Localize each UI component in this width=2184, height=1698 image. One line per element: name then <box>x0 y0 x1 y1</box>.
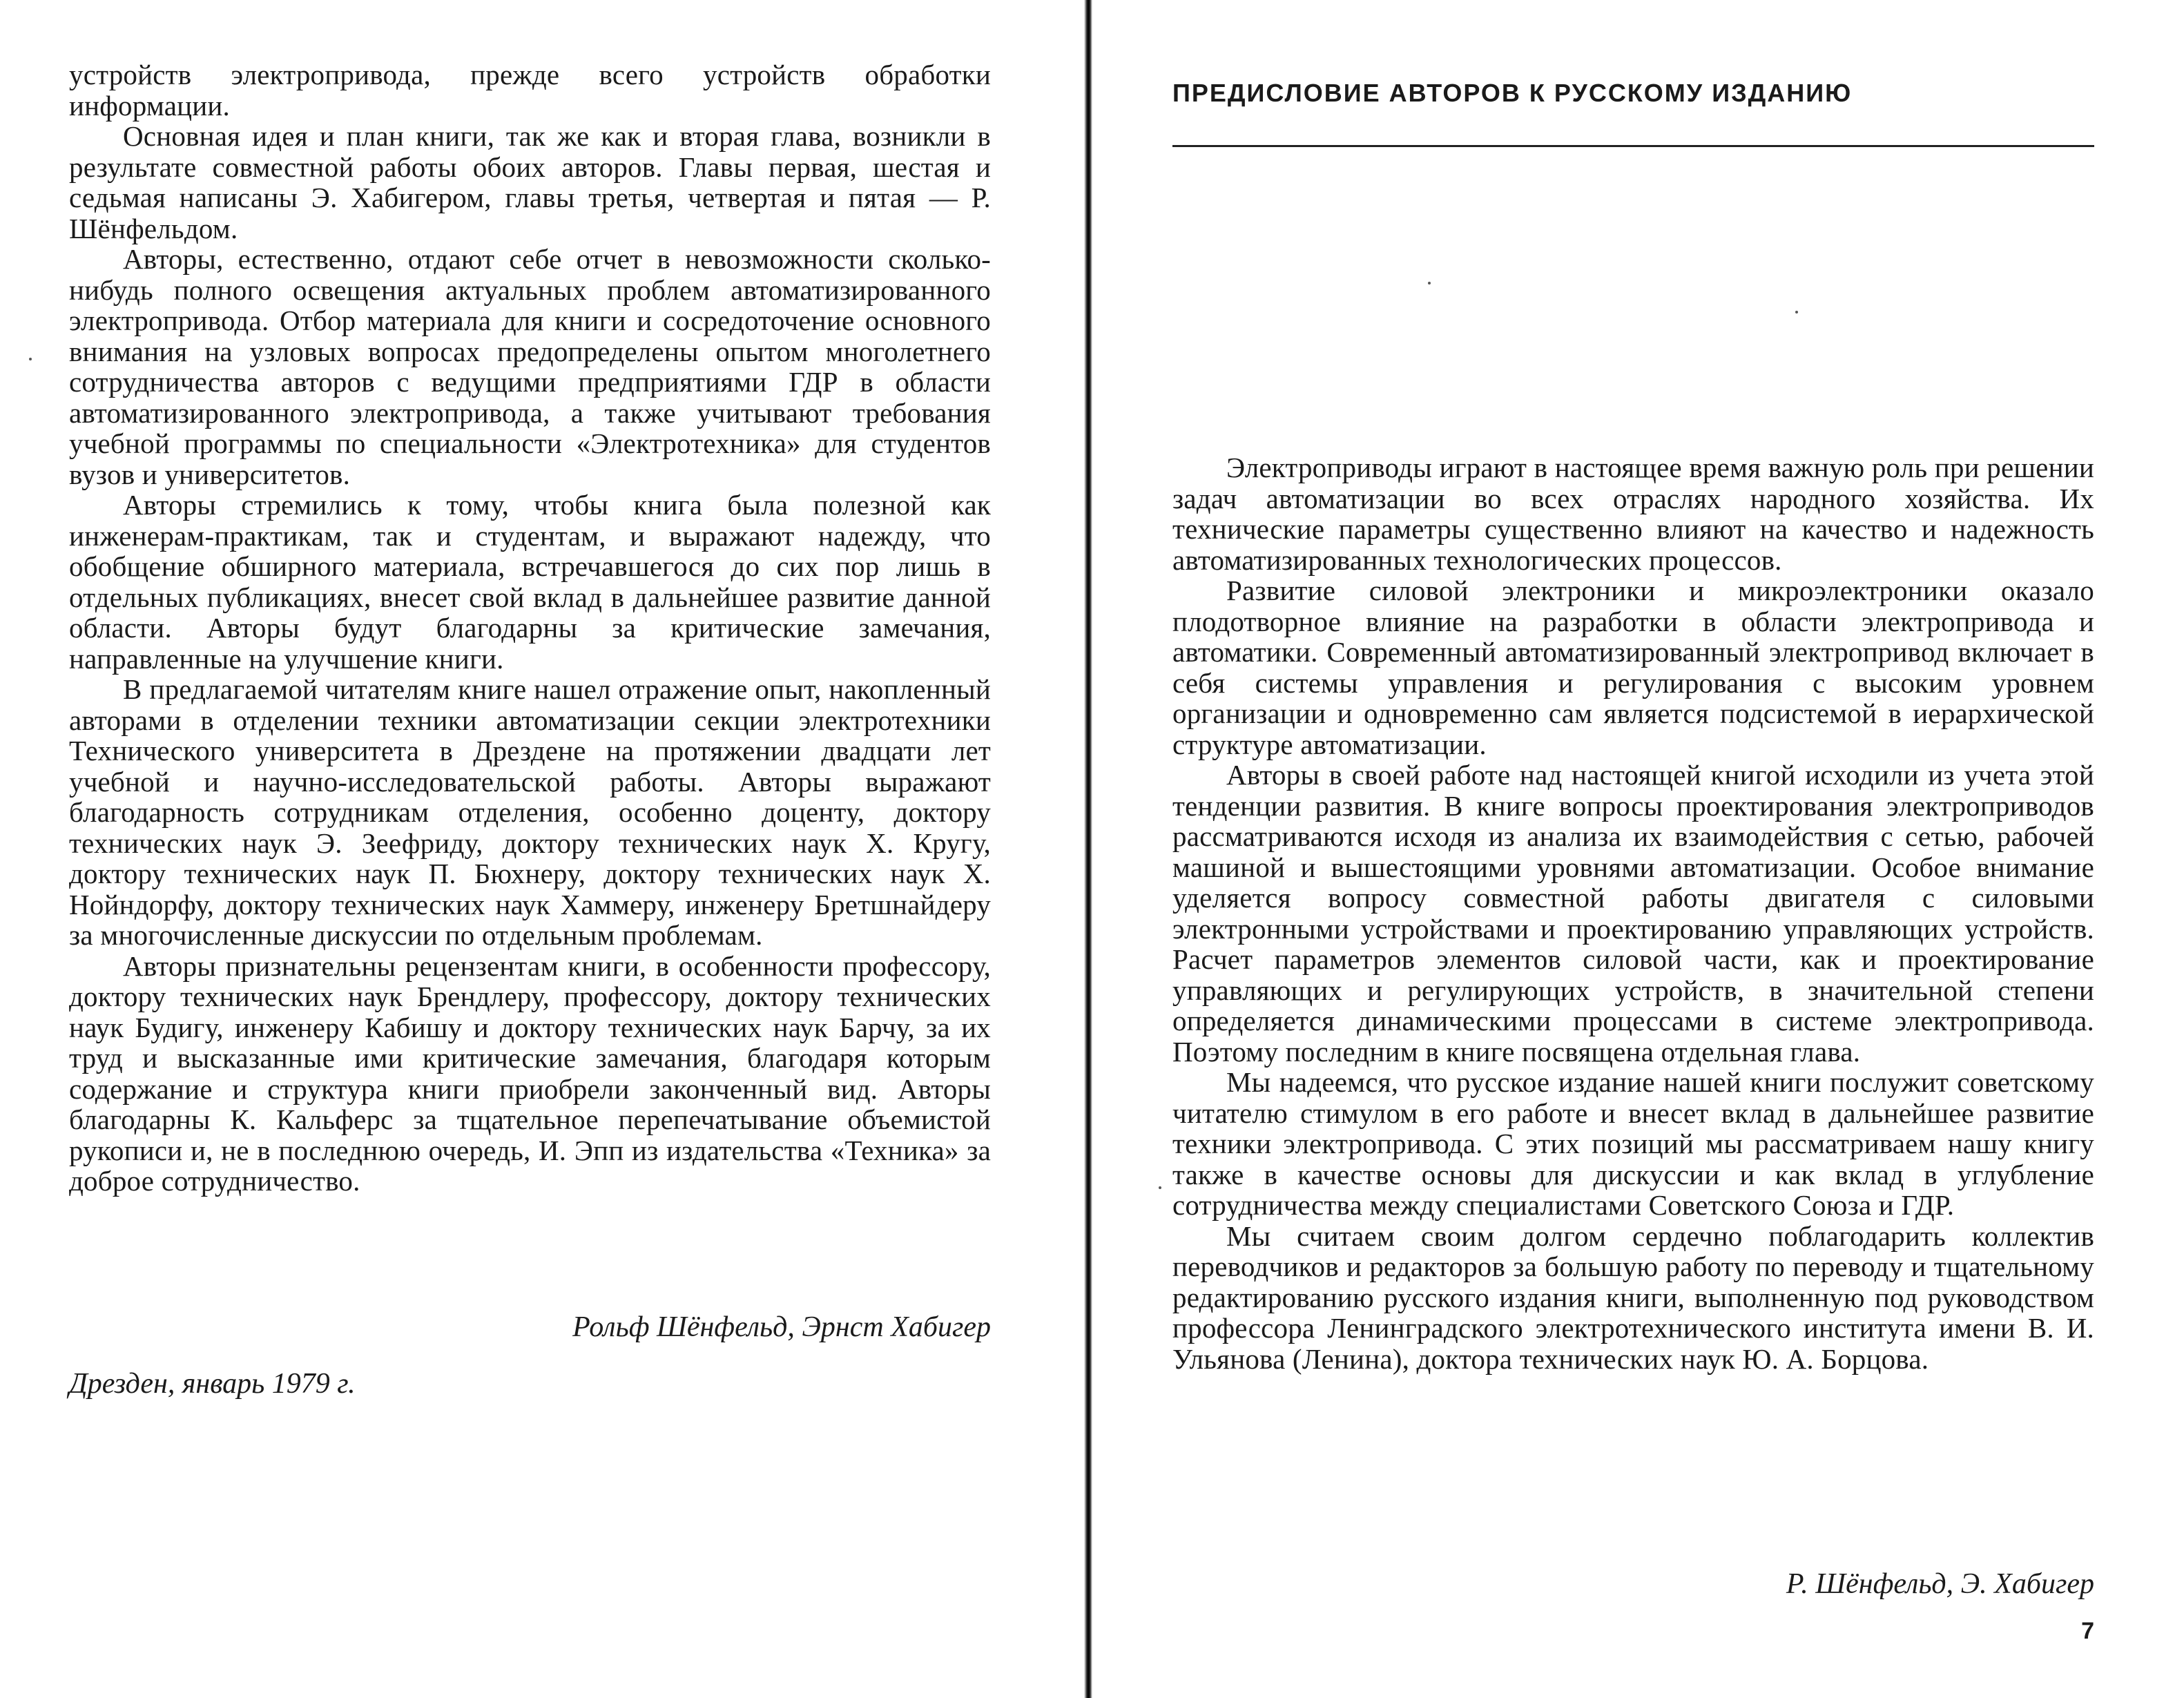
print-speck <box>1159 1186 1161 1189</box>
right-signature: Р. Шёнфельд, Э. Хабигер <box>1786 1568 2094 1600</box>
right-paragraph-1: Электроприводы играют в настоящее время важную роль при решении задач автоматизации во всех отраслях народного хозяйства. Их технические параметры существенно влияют на качество и надежность автоматизированных технологических процессов. <box>1172 452 2094 576</box>
right-page-body <box>1172 452 2094 1374</box>
place-date: Дрезден, январь 1979 г. <box>69 1368 356 1400</box>
right-paragraph-2: Развитие силовой электроники и микроэлектроники оказало плодотворное влияние на разработки в области электропривода и автоматики. Современный автоматизированный электропривод включает в себя системы управления и регулирования с высоким уровнем организации и одновременно сам является подсистемой в иерархической структуре автоматизации. <box>1172 575 2094 760</box>
right-page <box>1098 0 2184 1698</box>
right-paragraph-4: Мы надеемся, что русское издание нашей книги послужит советскому читателю стимулом в его работе и внесет вклад в дальнейшее развитие техники электропривода. С этих позиций мы рассматриваем нашу книгу также в качестве основы для дискуссии и как вклад в углубление сотрудничества между специалистами Советского Союза и ГДР. <box>1172 1066 2094 1221</box>
page-title: ПРЕДИСЛОВИЕ АВТОРОВ К РУССКОМУ ИЗДАНИЮ <box>1172 79 1853 107</box>
print-speck <box>1795 311 1798 313</box>
right-paragraph-5: Мы считаем своим долгом сердечно поблагодарить коллектив переводчиков и редакторов за большую работу по переводу и тщательному редактированию русского издания книги, выполненную под руководством профессора Ленинградского электротехнического института имени В. И. Ульянова (Ленина), доктора технических наук Ю. А. Борцова. <box>1172 1219 2094 1375</box>
right-paragraph-3: Авторы в своей работе над настоящей книгой исходили из учета этой тенденции развития. В книге вопросы проектирования электроприводов рассматриваются исходя из анализа их взаимодействия с сетью, рабочей машиной и вышестоящими уровнями автоматизации. Особое внимание уделяется вопросу совместной работы двигателя с силовыми электронными устройствами и проектированию управляющих устройств. Расчет параметров элементов силовой части, как и проектирование управляющих и регулирующих устройств, в значительной степени определяется динамическими процессами в системе электропривода. Поэтому последним в книге посвящена отдельная глава. <box>1172 759 2094 1068</box>
book-spine <box>1084 0 1092 1698</box>
left-signature: Рольф Шёнфельд, Эрнст Хабигер <box>572 1311 991 1343</box>
left-paragraph-5: В предлагаемой читателям книге нашел отражение опыт, накопленный авторами в отделении техники автоматизации секции электротехники Технического университета в Дрездене на протяжении двадцати лет учебной и научно-исследовательской работы. Авторы выражают благодарность сотрудникам отделения, особенно доценту, доктору технических наук Э. Зеефриду, доктору технических наук Х. Кругу, доктору технических наук П. Бюхнеру, доктору технических наук Х. Нойндорфу, доктору технических наук Хаммеру, инженеру Бретшнайдеру за многочисленные дискуссии по отдельным проблемам. <box>69 673 991 951</box>
left-page <box>0 0 1084 1698</box>
left-paragraph-1: устройств электропривода, прежде всего устройств обработки информации. <box>69 59 991 122</box>
print-speck <box>1428 282 1431 284</box>
left-paragraph-3: Авторы, естественно, отдают себе отчет в невозможности сколько-нибудь полного освещения актуальных проблем автоматизированного электропривода. Отбор материала для книги и сосредоточение основного внимания на узловых вопросах предопределены опытом многолетнего сотрудничества авторов с ведущими предприятиями ГДР в области автоматизированного электропривода, а также учитывают требования учебной программы по специальности «Электротехника» для студентов вузов и университетов. <box>69 243 991 490</box>
left-paragraph-4: Авторы стремились к тому, чтобы книга была полезной как инженерам-практикам, так и студентам, и выражают надежду, что обобщение обширного материала, встречавшегося до сих пор лишь в отдельных публикациях, внесет свой вклад в дальнейшее развитие данной области. Авторы будут благодарны за критические замечания, направленные на улучшение книги. <box>69 489 991 675</box>
heading-rule <box>1172 145 2094 147</box>
left-page-body <box>69 59 991 1197</box>
left-paragraph-6: Авторы признательны рецензентам книги, в особенности профессору, доктору технических наук Брендлеру, профессору, доктору технических наук Будигу, инженеру Кабишу и доктору технических наук Барчу, за их труд и высказанные ими критические замечания, благодаря которым содержание и структура книги приобрели законченный вид. Авторы благодарны К. Кальферс за тщательное перепечатывание объемистой рукописи и, не в последнюю очередь, И. Эпп из издательства «Техника» за доброе сотрудничество. <box>69 949 991 1197</box>
page-number: 7 <box>2081 1618 2094 1644</box>
print-speck <box>29 358 32 360</box>
left-paragraph-2: Основная идея и план книги, так же как и вторая глава, возникли в результате совместной работы обоих авторов. Главы первая, шестая и седьмая написаны Э. Хабигером, главы третья, четвертая и пятая — Р. Шёнфельдом. <box>69 120 991 244</box>
